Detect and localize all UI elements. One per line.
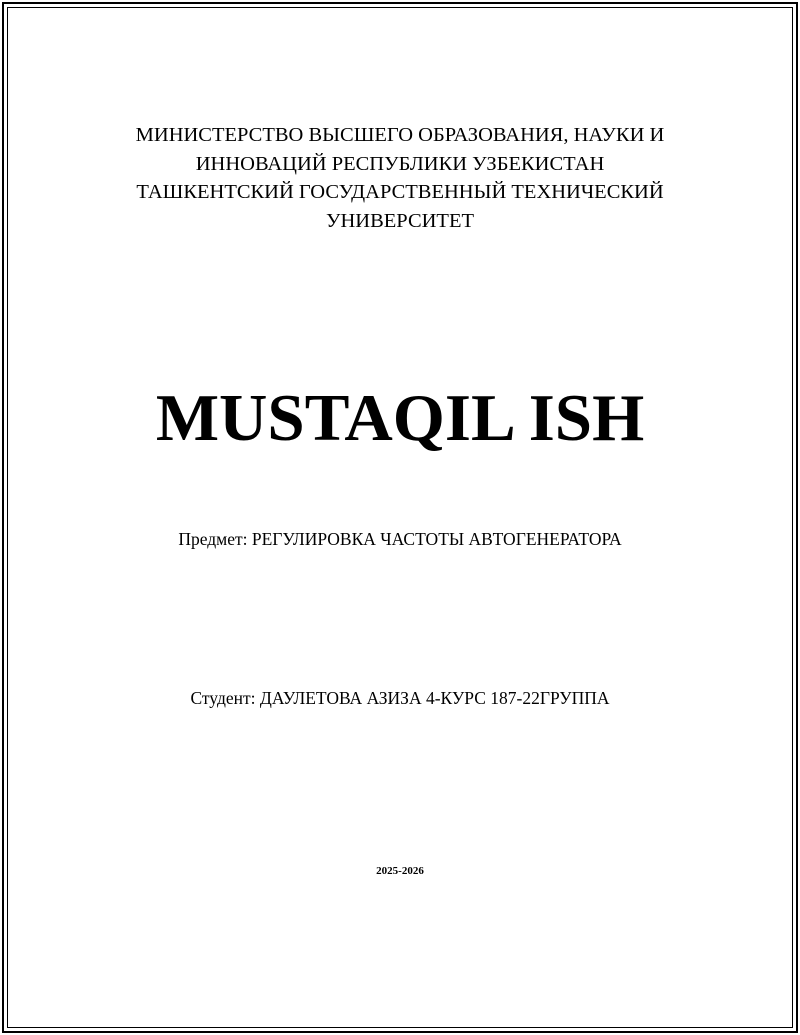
institution-line: МИНИСТЕРСТВО ВЫСШЕГО ОБРАЗОВАНИЯ, НАУКИ И	[135, 124, 665, 146]
institution-header	[60, 121, 740, 235]
institution-line: ТАШКЕНТСКИЙ ГОСУДАРСТВЕННЫЙ ТЕХНИЧЕСКИЙ	[136, 181, 664, 203]
student-line: Студент: ДАУЛЕТОВА АЗИЗА 4-КУРС 187-22ГРУППА	[190, 688, 610, 708]
subject-line: Предмет: РЕГУЛИРОВКА ЧАСТОТЫ АВТОГЕНЕРАТОРА	[178, 529, 622, 549]
academic-year: 2025-2026	[376, 865, 424, 877]
institution-line: УНИВЕРСИТЕТ	[325, 209, 474, 232]
institution-line: ИННОВАЦИЙ РЕСПУБЛИКИ УЗБЕКИСТАН	[195, 152, 605, 175]
work-title: MUSTAQIL ISH	[155, 381, 645, 455]
